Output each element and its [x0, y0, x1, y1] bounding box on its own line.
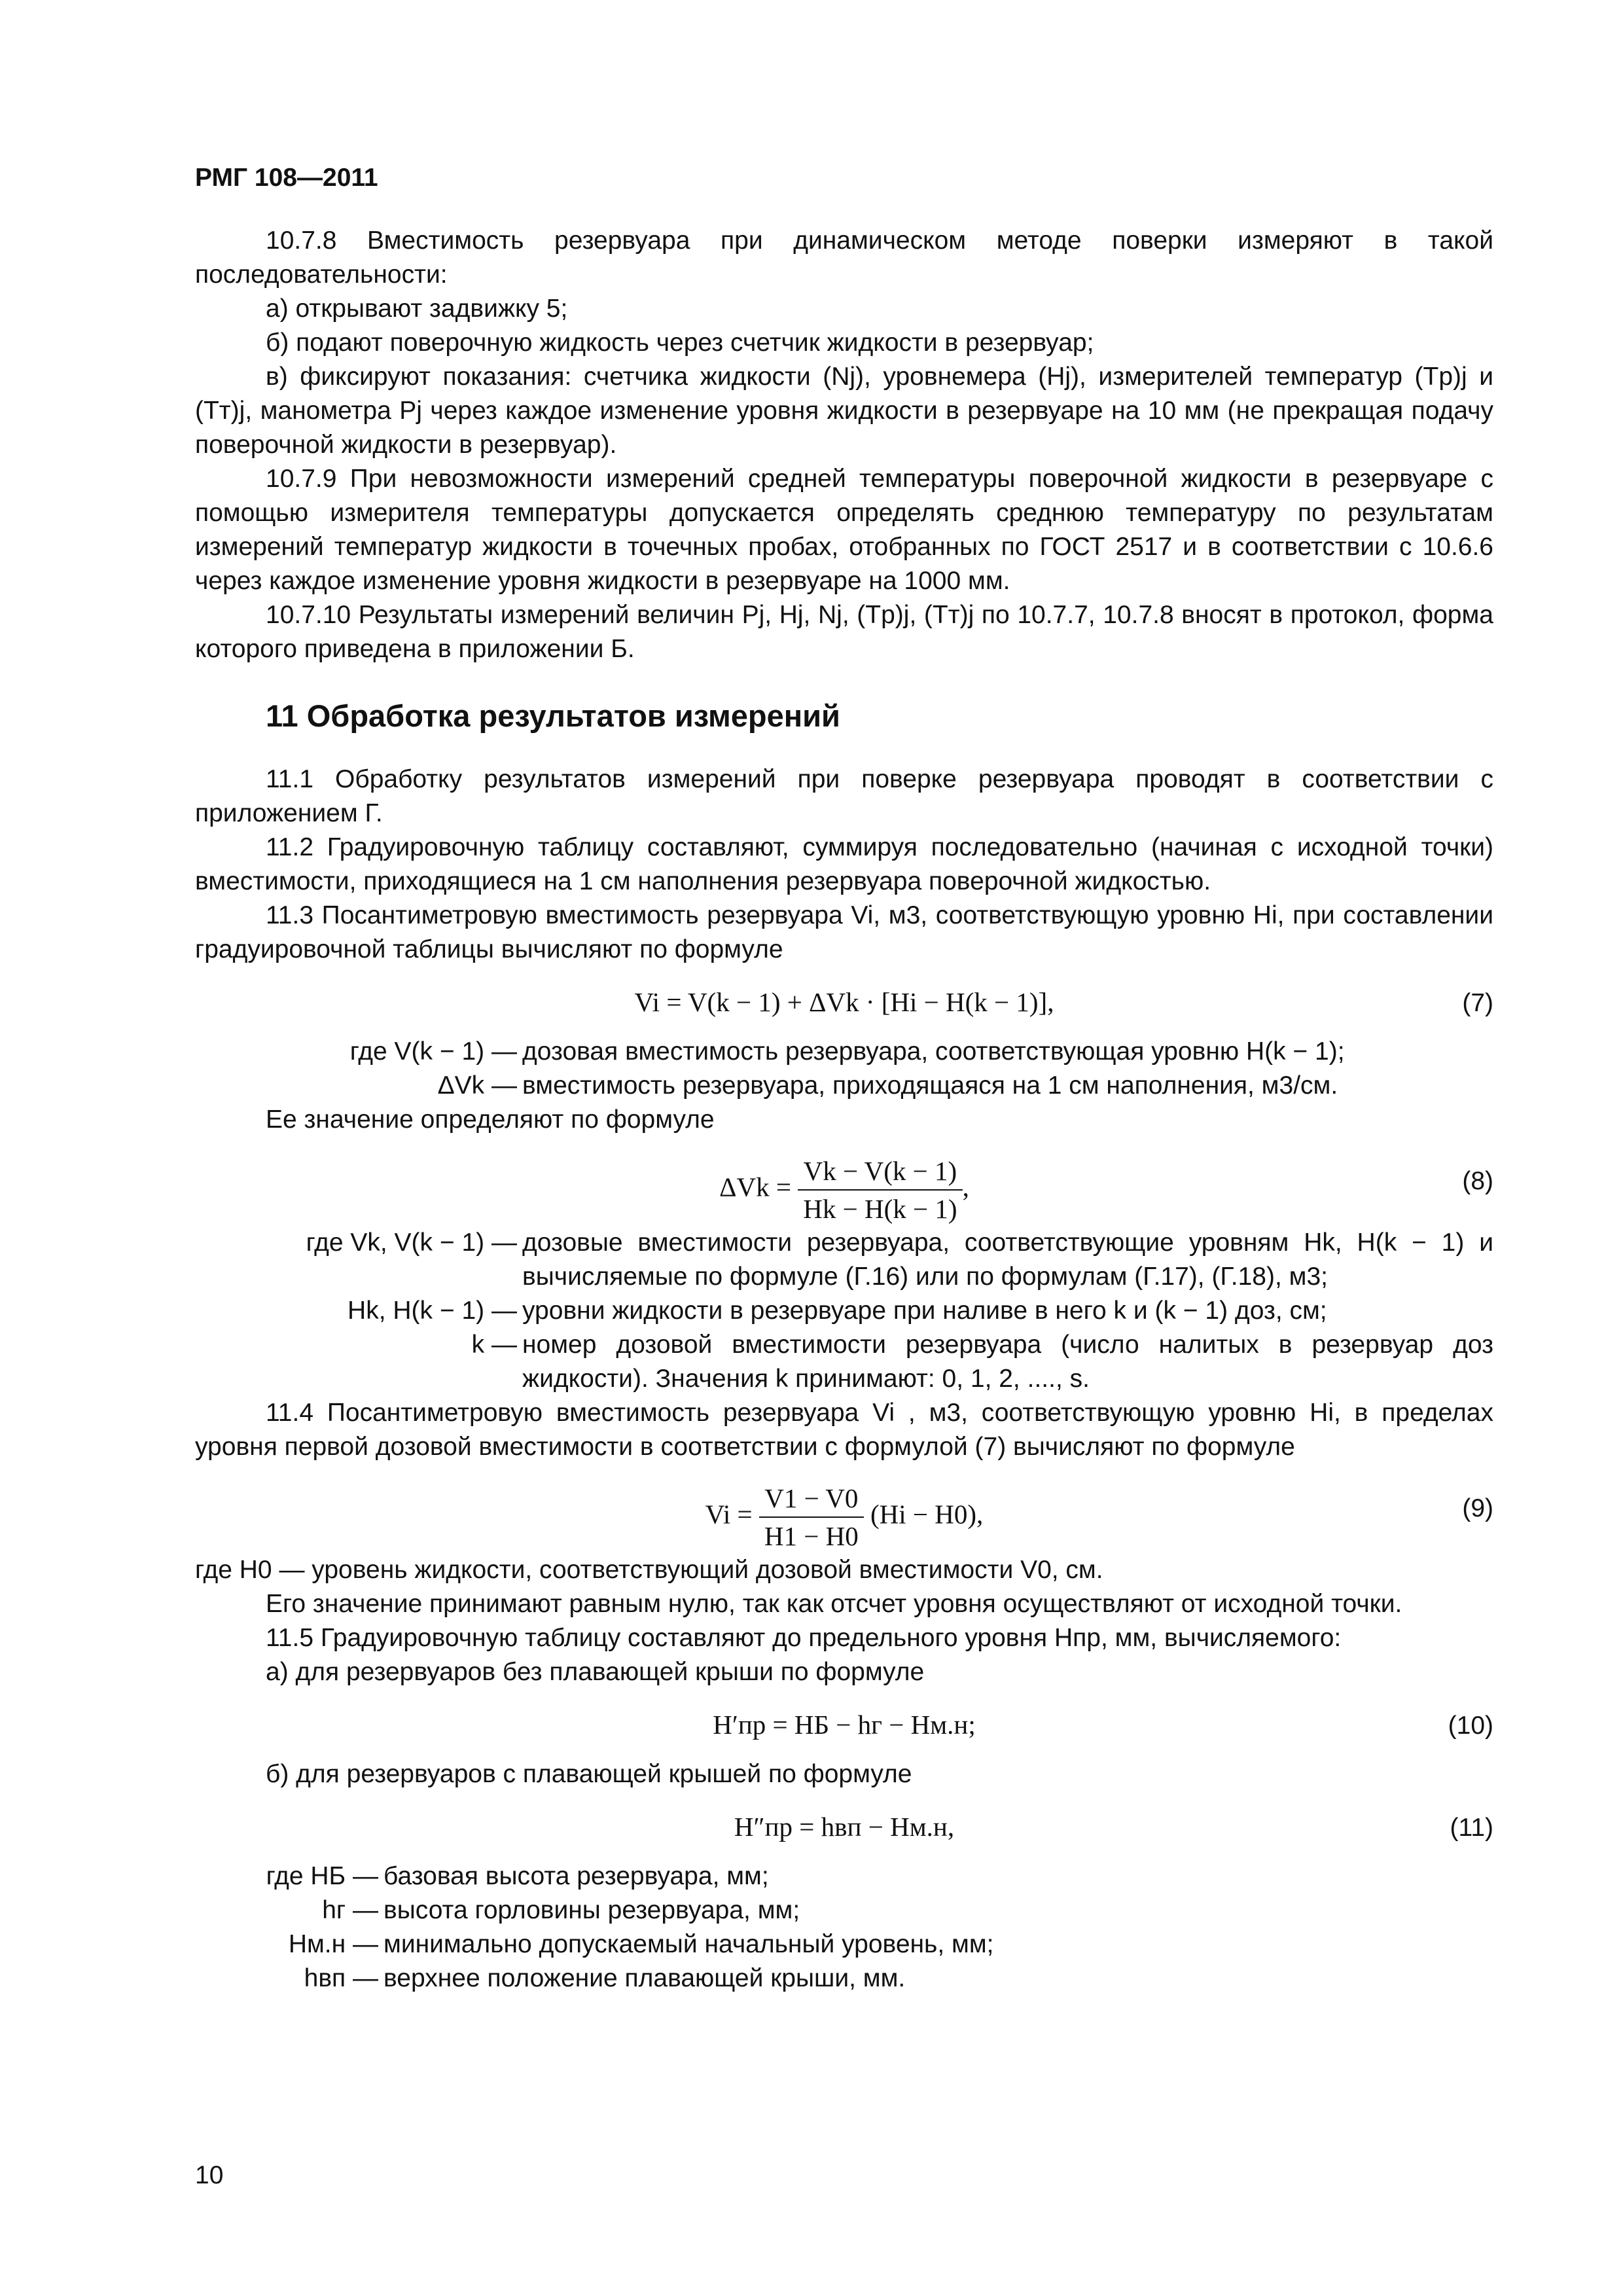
definition-delta-vk [195, 1069, 1493, 1103]
paragraph-10-7-10: 10.7.10 Результаты измерений величин Pj, Hj, Nj, (Tр)j, (Tт)j по 10.7.7, 10.7.8 вносят в протокол, форма которого приведена в приложении Б. [195, 601, 1493, 663]
formula-11 [195, 1801, 1493, 1853]
definition-hb [195, 1859, 1493, 1893]
document-header: РМГ 108—2011 [195, 164, 378, 192]
definition-hk [195, 1294, 1493, 1328]
formula-9-tail: (Hi − H0), [870, 1499, 984, 1530]
list-item-b-floating-roof: б) для резервуаров с плавающей крышей по формуле [266, 1760, 912, 1788]
definition-term: где HБ — [266, 1862, 378, 1890]
list-item-b: б) подают поверочную жидкость через счетчик жидкости в резервуар; [266, 329, 1094, 357]
formula-8-fraction [798, 1155, 962, 1225]
definition-text: дозовые вместимости резервуара, соответствующие уровням Hk, H(k − 1) и вычисляемые по формуле (Г.16) или по формулам (Г.17), (Г.18), м3; [522, 1229, 1493, 1291]
list-item-a-no-roof: а) для резервуаров без плавающей крыши по формуле [266, 1658, 925, 1686]
definition-h0-note: Его значение принимают равным нулю, так как отсчет уровня осуществляют от исходной точки. [266, 1590, 1402, 1618]
formula-8-numerator: Vk − V(k − 1) [798, 1155, 962, 1191]
section-heading: 11 Обработка результатов измерений [266, 698, 840, 733]
definition-text: минимально допускаемый начальный уровень, мм; [383, 1930, 994, 1958]
formula-8-lhs: ΔVk = [719, 1172, 792, 1202]
definition-term: k — [471, 1331, 517, 1359]
formula-11-number: (11) [1450, 1814, 1493, 1842]
list-item-v: в) фиксируют показания: счетчика жидкости (Nj), уровнемера (Hj), измерителей температур (Tр)j и (Tт)j, манометра Pj через каждое изменение уровня жидкости в резервуаре на 10 мм (не прекращая подачу поверочной жидкости в резервуар). [195, 363, 1493, 459]
formula-9-expression [195, 1482, 1493, 1552]
paragraph-11-1: 11.1 Обработку результатов измерений при поверке резервуара проводят в соответствии с приложением Г. [195, 765, 1493, 827]
formula-8-expression [195, 1155, 1493, 1225]
document-page [195, 164, 1493, 1996]
formula-8 [195, 1146, 1493, 1224]
definition-hg [195, 1893, 1493, 1928]
formula-8-denominator: Hk − H(k − 1) [803, 1194, 957, 1224]
paragraph-11-2: 11.2 Градуировочную таблицу составляют, суммируя последовательно (начиная с исходной точки) вместимости, приходящиеся на 1 см наполнения резервуара поверочной жидкостью. [195, 833, 1493, 895]
formula-7-expression: Vi = V(k − 1) + ΔVk · [Hi − H(k − 1)], [634, 987, 1054, 1017]
formula-9-fraction [759, 1482, 864, 1552]
definition-vk [195, 1226, 1493, 1294]
formula-9-denominator: H1 − H0 [764, 1521, 859, 1551]
formula-8-tail: , [962, 1172, 969, 1202]
definition-h0: где H0 — уровень жидкости, соответствующий дозовой вместимости V0, см. [195, 1556, 1103, 1584]
definition-term: Hм.н — [288, 1930, 378, 1958]
paragraph-10-7-8: 10.7.8 Вместимость резервуара при динамическом методе поверки измеряют в такой последовательности: [195, 226, 1493, 289]
formula-10-expression: H′пр = HБ − hг − Hм.н; [713, 1710, 976, 1740]
definition-v-k-1 [195, 1035, 1493, 1069]
definition-term: hвп — [304, 1964, 378, 1992]
definition-text: номер дозовой вместимости резервуара (число налитых в резервуар доз жидкости). Значения k принимают: 0, 1, 2, ...., s. [522, 1331, 1493, 1393]
page-number: 10 [195, 2161, 224, 2189]
definition-hmn [195, 1928, 1493, 1962]
definition-text: вместимость резервуара, приходящаяся на 1 см наполнения, м3/см. [522, 1071, 1338, 1100]
definition-k [195, 1328, 1493, 1396]
paragraph-11-3: 11.3 Посантиметровую вместимость резервуара Vi, м3, соответствующую уровню Hi, при составлении градуировочной таблицы вычисляют по формуле [195, 901, 1493, 963]
definition-text: базовая высота резервуара, мм; [383, 1862, 769, 1890]
formula-8-number: (8) [1462, 1167, 1493, 1195]
definition-term: где V(k − 1) — [349, 1037, 517, 1066]
formula-9 [195, 1473, 1493, 1551]
definition-text: высота горловины резервуара, мм; [383, 1896, 800, 1924]
definition-term: ΔVk — [437, 1071, 517, 1100]
formula-10 [195, 1698, 1493, 1751]
formula-9-numerator: V1 − V0 [759, 1482, 864, 1518]
formula-7 [195, 976, 1493, 1028]
formula-9-number: (9) [1462, 1494, 1493, 1522]
list-item-a: а) открывают задвижку 5; [266, 295, 568, 323]
definition-text: дозовая вместимость резервуара, соответствующая уровню H(k − 1); [522, 1037, 1345, 1066]
paragraph-10-7-9: 10.7.9 При невозможности измерений средней температуры поверочной жидкости в резервуаре с помощью измерителя температуры допускается определять среднюю температуру по результатам измерений температур жидкости в точечных пробах, отобранных по ГОСТ 2517 и в соответствии с 10.6.6 через каждое изменение уровня жидкости в резервуаре на 1000 мм. [195, 465, 1493, 595]
formula-7-number: (7) [1462, 989, 1493, 1017]
paragraph-11-4: 11.4 Посантиметровую вместимость резервуара Vi , м3, соответствующую уровню Hi, в пределах уровня первой дозовой вместимости в соответствии с формулой (7) вычисляют по формуле [195, 1399, 1493, 1461]
definition-term: hг — [322, 1896, 378, 1924]
formula-10-number: (10) [1448, 1712, 1493, 1740]
definition-term: Hk, H(k − 1) — [348, 1297, 517, 1325]
formula-8-intro: Ее значение определяют по формуле [266, 1105, 715, 1134]
definition-text: уровни жидкости в резервуаре при наливе в него k и (k − 1) доз, см; [522, 1297, 1327, 1325]
formula-9-lhs: Vi = [705, 1499, 753, 1530]
definition-term: где Vk, V(k − 1) — [306, 1229, 517, 1257]
definition-hvp [195, 1962, 1493, 1996]
definition-text: верхнее положение плавающей крыши, мм. [383, 1964, 906, 1992]
paragraph-11-5: 11.5 Градуировочную таблицу составляют до предельного уровня Hпр, мм, вычисляемого: [266, 1624, 1342, 1652]
formula-11-expression: H″пр = hвп − Hм.н, [734, 1812, 955, 1842]
